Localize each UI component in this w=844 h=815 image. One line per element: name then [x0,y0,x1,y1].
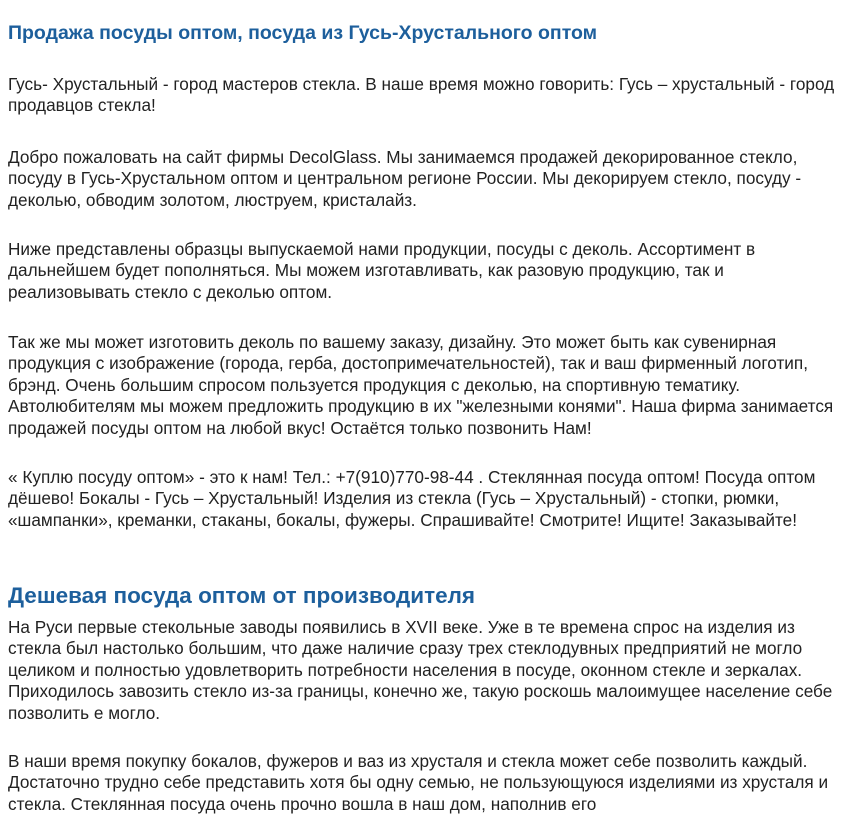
intro-paragraph-1: Гусь- Хрустальный - город мастеров стекла. В наше время можно говорить: Гусь – хрустальный - город продавцов стекла! [8,74,835,116]
intro-paragraph-2: Добро пожаловать на сайт фирмы DecolGlass. Мы занимаемся продажей декорированное стекло, посуду в Гусь-Хрустальном оптом и центральном регионе России. Мы декорируем стекло, посуду - деколью, обводим золотом, люструем, кристалайз. [8,147,802,210]
section-heading: Дешевая посуда оптом от производителя [8,583,476,608]
section-paragraph-2: В наши время покупку бокалов, фужеров и ваз из хрусталя и стекла может себе позволить каждый. Достаточно трудно себе представить хотя бы одну семью, не пользующуюся изделиями из хрусталя и стекла. Стеклянная посуда очень прочно вошла в наш дом, наполнив его [8,751,829,814]
intro-paragraph-3: Ниже представлены образцы выпускаемой нами продукции, посуды с деколь. Ассортимент в дальнейшем будет пополняться. Мы можем изготавливать, как разовую продукцию, так и реализовывать стекло с деколью оптом. [8,239,756,302]
section-paragraph-1: На Руси первые стекольные заводы появились в XVII веке. Уже в те времена спрос на изделия из стекла был настолько большим, что даже наличие сразу трех стеклодувных предприятий не могло целиком и полностью удовлетворить потребности населения в посуде, оконном стекле и зеркалах. Приходилось завозить стекло из-за границы, конечно же, такую роскошь малоимущее население себе позволить е могло. [8,617,833,723]
page-title: Продажа посуды оптом, посуда из Гусь-Хрустального оптом [8,22,598,44]
intro-paragraph-4: Так же мы может изготовить деколь по вашему заказу, дизайну. Это может быть как сувенирная продукция с изображение (города, герба, достопримечательностей), так и ваш фирменный логотип, брэнд. Очень большим спросом пользуется продукция с деколью, на спортивную тематику. Автолюбителям мы можем предложить продукцию в их "железными конями". Наша фирма занимается продажей посуды оптом на любой вкус! Остаётся только позвонить Нам! [8,332,834,438]
intro-paragraph-5: « Куплю посуду оптом» - это к нам! Тел.: +7(910)770-98-44 . Стеклянная посуда оптом! Посуда оптом дёшево! Бокалы - Гусь – Хрустальный! Изделия из стекла (Гусь – Хрустальный) - стопки, рюмки, «шампанки», креманки, стаканы, бокалы, фужеры. Спрашивайте! Смотрите! Ищите! Заказывайте! [8,467,816,530]
